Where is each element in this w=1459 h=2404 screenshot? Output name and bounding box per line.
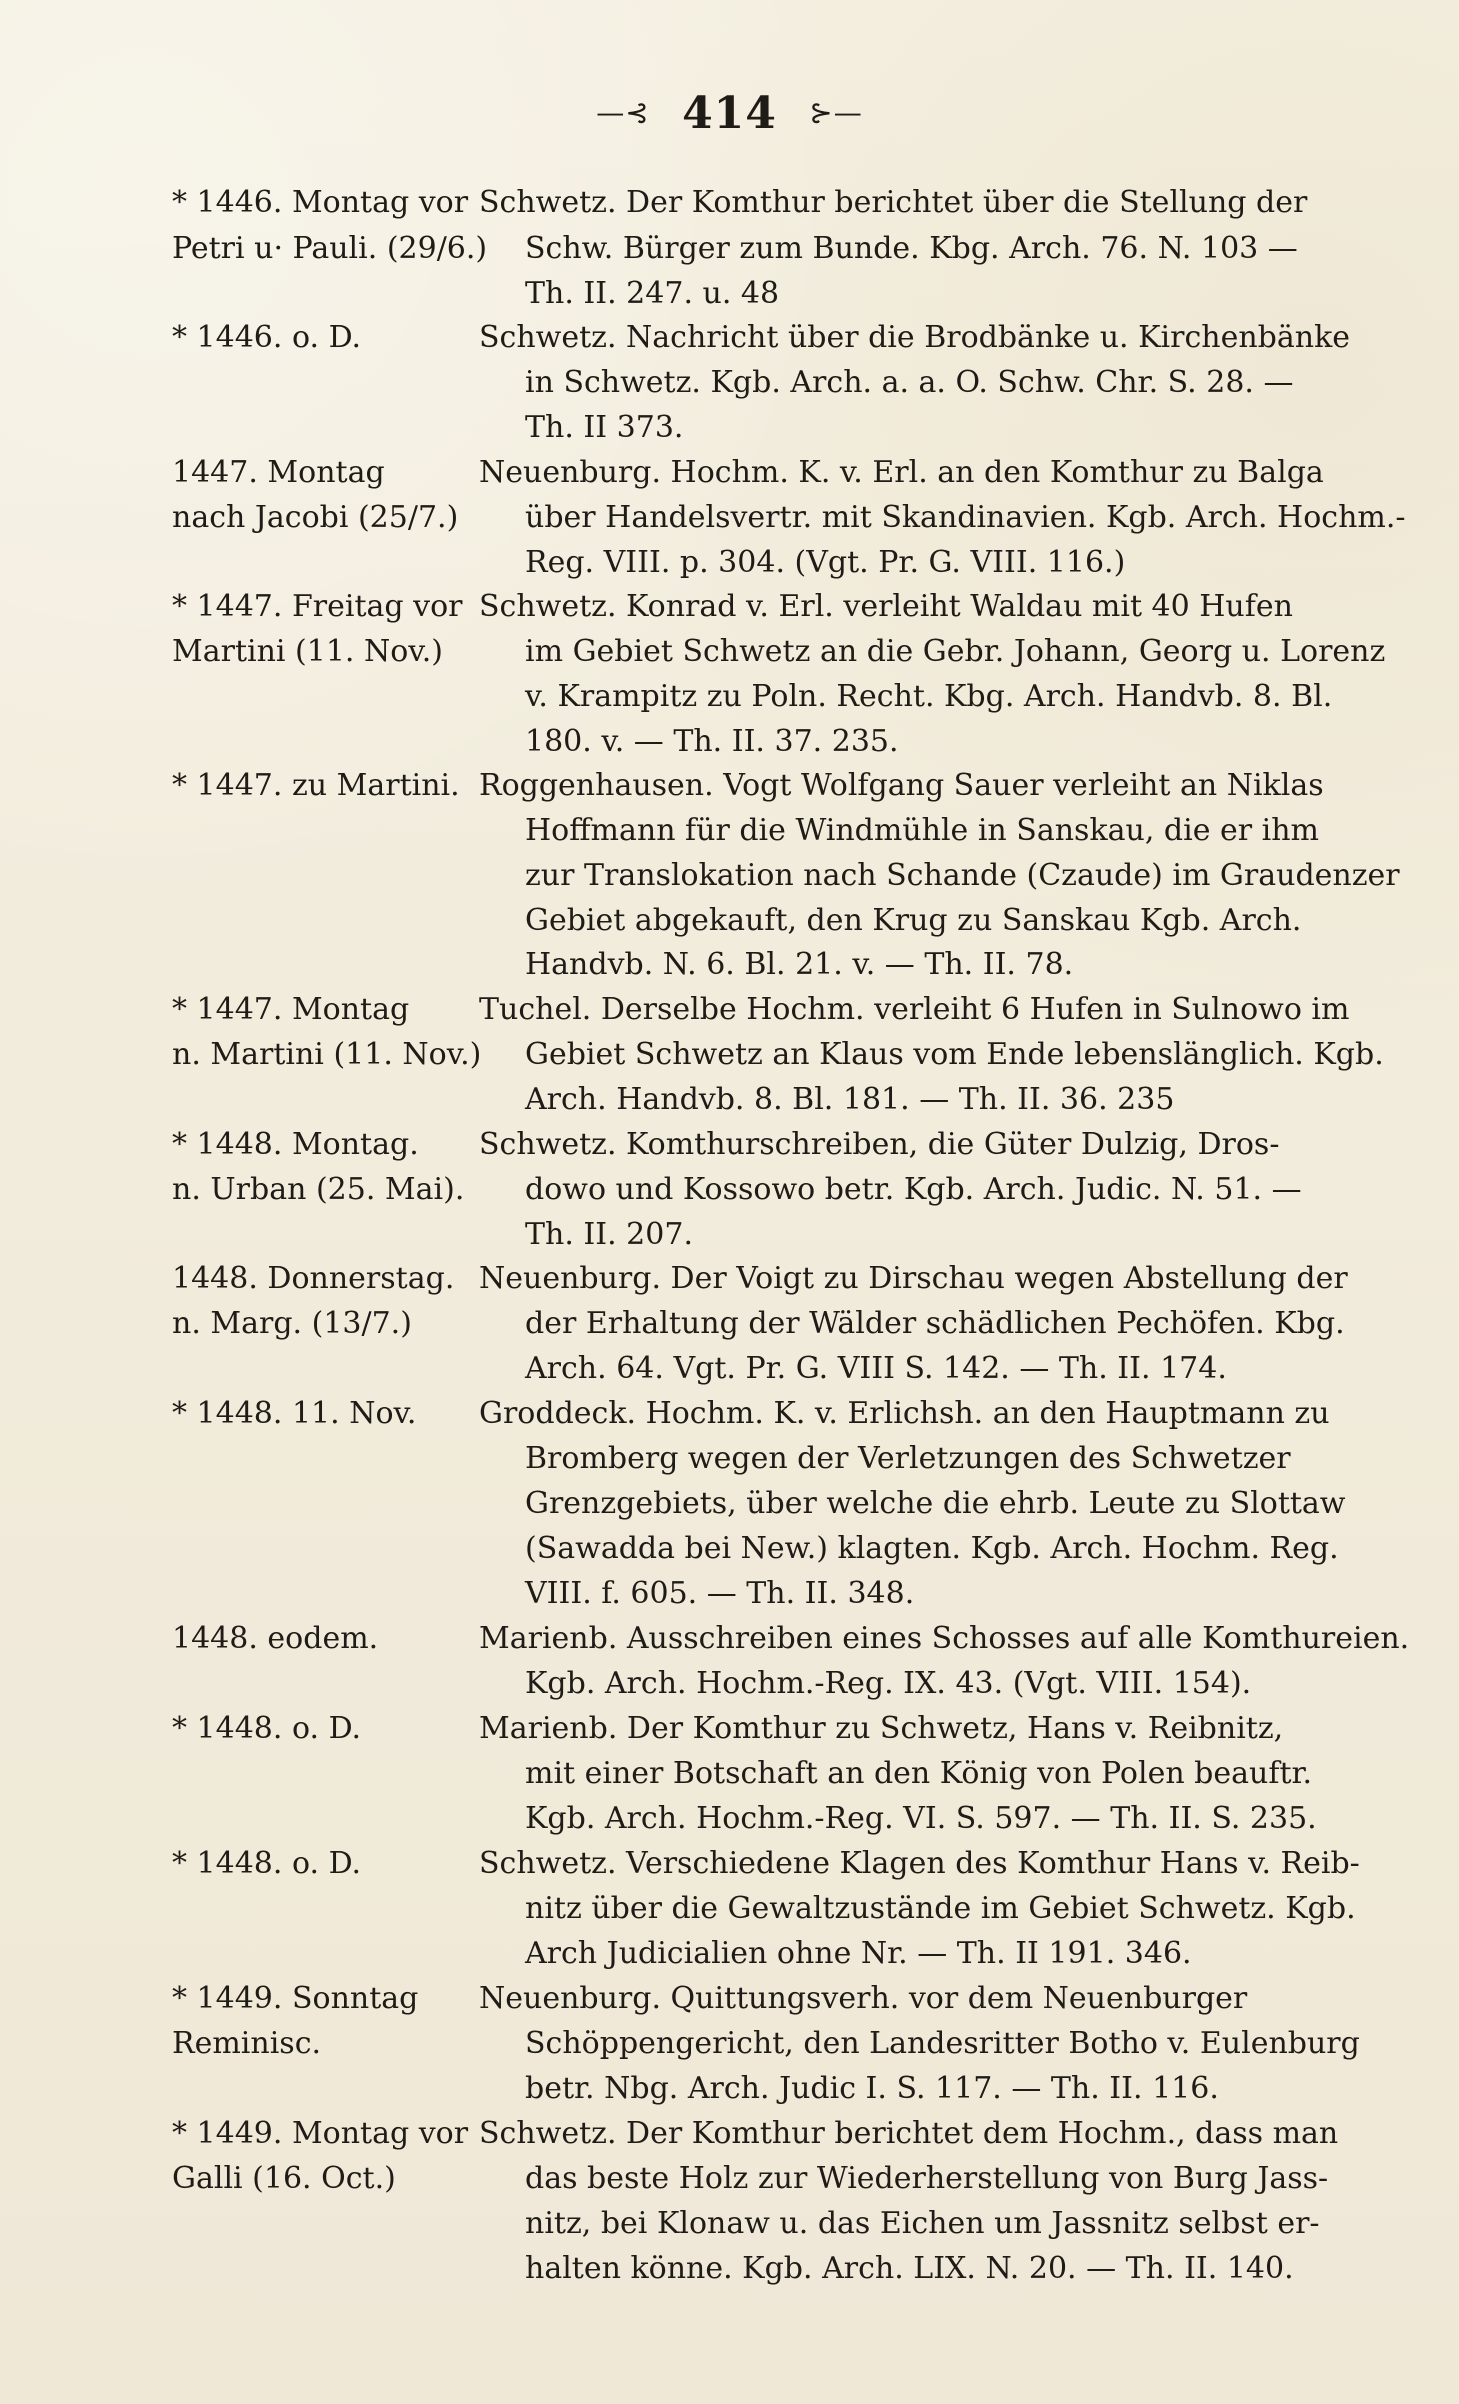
entry-date-line: * 1446. o. D. bbox=[172, 320, 362, 355]
entry-date-line: n. Urban (25. Mai). bbox=[172, 1172, 465, 1207]
entry-date-line: * 1447. Freitag vor bbox=[172, 589, 463, 624]
entry-text-line: Neuenburg. Hochm. K. v. Erl. an den Komthur zu Balga bbox=[479, 455, 1324, 490]
entry-text-line: Schw. Bürger zum Bunde. Kbg. Arch. 76. N. 103 — bbox=[525, 231, 1298, 266]
entry-date-line: * 1447. Montag bbox=[172, 992, 410, 1027]
entry-text-line: Tuchel. Derselbe Hochm. verleiht 6 Hufen in Sulnowo im bbox=[479, 992, 1350, 1027]
entry-text-line: Kgb. Arch. Hochm.-Reg. IX. 43. (Vgt. VIII. 154). bbox=[525, 1666, 1252, 1701]
header-right-ornament: ⊱— bbox=[809, 96, 863, 129]
entry-text-line: Groddeck. Hochm. K. v. Erlichsh. an den Hauptmann zu bbox=[479, 1396, 1330, 1431]
entry-text-line: Hoffmann für die Windmühle in Sanskau, die er ihm bbox=[525, 813, 1319, 848]
entry-date-line: n. Martini (11. Nov.) bbox=[172, 1037, 482, 1072]
entry-text-line: Th. II. 247. u. 48 bbox=[525, 276, 780, 311]
entry-date-line: 1447. Montag bbox=[172, 455, 385, 490]
entry-text-line: Schöppengericht, den Landesritter Botho v. Eulenburg bbox=[525, 2026, 1360, 2061]
entry-text-line: der Erhaltung der Wälder schädlichen Pechöfen. Kbg. bbox=[525, 1306, 1345, 1341]
entry-text-line: Arch. 64. Vgt. Pr. G. VIII S. 142. — Th. II. 174. bbox=[525, 1351, 1227, 1386]
entry-date-line: Petri u· Pauli. (29/6.) bbox=[172, 231, 488, 266]
entry-text-line: Schwetz. Verschiedene Klagen des Komthur Hans v. Reib- bbox=[479, 1846, 1360, 1881]
entry-text-line: im Gebiet Schwetz an die Gebr. Johann, Georg u. Lorenz bbox=[525, 634, 1386, 669]
page-header bbox=[0, 88, 1459, 139]
entry-text-line: nitz über die Gewaltzustände im Gebiet Schwetz. Kgb. bbox=[525, 1891, 1356, 1926]
entry-text-line: Bromberg wegen der Verletzungen des Schwetzer bbox=[525, 1441, 1291, 1476]
entry-text-line: Schwetz. Der Komthur berichtet über die Stellung der bbox=[479, 185, 1308, 220]
entry-date-line: 1448. Donnerstag. bbox=[172, 1261, 455, 1296]
entry-date-line: * 1448. o. D. bbox=[172, 1711, 362, 1746]
entry-date-line: * 1449. Montag vor bbox=[172, 2116, 469, 2151]
entry-text-line: über Handelsvertr. mit Skandinavien. Kgb. Arch. Hochm.- bbox=[525, 500, 1406, 535]
entry-date-line: n. Marg. (13/7.) bbox=[172, 1306, 412, 1341]
entry-text-line: Gebiet abgekauft, den Krug zu Sanskau Kgb. Arch. bbox=[525, 903, 1302, 938]
entry-text-line: das beste Holz zur Wiederherstellung von Burg Jass- bbox=[525, 2161, 1329, 2196]
entry-text-line: Neuenburg. Quittungsverh. vor dem Neuenburger bbox=[479, 1981, 1248, 2016]
entry-text-line: Kgb. Arch. Hochm.-Reg. VI. S. 597. — Th. II. S. 235. bbox=[525, 1801, 1317, 1836]
entry-date-line: Martini (11. Nov.) bbox=[172, 634, 443, 669]
entry-text-line: Schwetz. Konrad v. Erl. verleiht Waldau mit 40 Hufen bbox=[479, 589, 1293, 624]
entry-text-line: 180. v. — Th. II. 37. 235. bbox=[525, 724, 899, 759]
entry-text-line: in Schwetz. Kgb. Arch. a. a. O. Schw. Chr. S. 28. — bbox=[525, 365, 1294, 400]
entry-date-line: * 1447. zu Martini. bbox=[172, 768, 460, 803]
entry-text-line: Arch. Handvb. 8. Bl. 181. — Th. II. 36. 235 bbox=[525, 1082, 1175, 1117]
entry-date-line: * 1448. o. D. bbox=[172, 1846, 362, 1881]
entry-date-line: Galli (16. Oct.) bbox=[172, 2161, 396, 2196]
entry-text-line: Schwetz. Nachricht über die Brodbänke u. Kirchenbänke bbox=[479, 320, 1351, 355]
entry-text-line: VIII. f. 605. — Th. II. 348. bbox=[525, 1576, 915, 1611]
entry-text-line: Schwetz. Der Komthur berichtet dem Hochm., dass man bbox=[479, 2116, 1339, 2151]
entry-date-line: nach Jacobi (25/7.) bbox=[172, 500, 459, 535]
entry-text-line: Arch Judicialien ohne Nr. — Th. II 191. 346. bbox=[525, 1936, 1192, 1971]
entry-date-line: 1448. eodem. bbox=[172, 1621, 379, 1656]
entry-text-line: Marienb. Der Komthur zu Schwetz, Hans v. Reibnitz, bbox=[479, 1711, 1284, 1746]
entry-date-line: * 1446. Montag vor bbox=[172, 185, 469, 220]
entry-date-line: * 1448. 11. Nov. bbox=[172, 1396, 417, 1431]
entry-text-line: Marienb. Ausschreiben eines Schosses auf alle Komthureien. bbox=[479, 1621, 1410, 1656]
entry-date-line: * 1448. Montag. bbox=[172, 1127, 419, 1162]
page-number: 414 bbox=[682, 88, 777, 139]
entry-text-line: halten könne. Kgb. Arch. LIX. N. 20. — Th. II. 140. bbox=[525, 2251, 1294, 2286]
entry-date-line: * 1449. Sonntag bbox=[172, 1981, 419, 2016]
entry-text-line: Handvb. N. 6. Bl. 21. v. — Th. II. 78. bbox=[525, 947, 1074, 982]
entry-text-line: (Sawadda bei New.) klagten. Kgb. Arch. Hochm. Reg. bbox=[525, 1531, 1339, 1566]
header-left-ornament: —⊰ bbox=[596, 96, 650, 129]
entry-date-line: Reminisc. bbox=[172, 2026, 322, 2061]
entry-text-line: zur Translokation nach Schande (Czaude) im Graudenzer bbox=[525, 858, 1400, 893]
entry-text-line: betr. Nbg. Arch. Judic I. S. 117. — Th. II. 116. bbox=[525, 2071, 1219, 2106]
entry-text-line: dowo und Kossowo betr. Kgb. Arch. Judic. N. 51. — bbox=[525, 1172, 1302, 1207]
entry-text-line: Reg. VIII. p. 304. (Vgt. Pr. G. VIII. 116.) bbox=[525, 545, 1126, 580]
entry-text-line: Schwetz. Komthurschreiben, die Güter Dulzig, Dros- bbox=[479, 1127, 1280, 1162]
entry-text-line: Roggenhausen. Vogt Wolfgang Sauer verleiht an Niklas bbox=[479, 768, 1324, 803]
entry-text-line: Th. II 373. bbox=[525, 410, 684, 445]
entry-text-line: Gebiet Schwetz an Klaus vom Ende lebenslänglich. Kgb. bbox=[525, 1037, 1384, 1072]
entry-text-line: mit einer Botschaft an den König von Polen beauftr. bbox=[525, 1756, 1313, 1791]
entry-text-line: Neuenburg. Der Voigt zu Dirschau wegen Abstellung der bbox=[479, 1261, 1348, 1296]
entry-text-line: v. Krampitz zu Poln. Recht. Kbg. Arch. Handvb. 8. Bl. bbox=[525, 679, 1333, 714]
entry-text-line: Th. II. 207. bbox=[525, 1217, 693, 1252]
entry-text-line: Grenzgebiets, über welche die ehrb. Leute zu Slottaw bbox=[525, 1486, 1346, 1521]
entry-text-line: nitz, bei Klonaw u. das Eichen um Jassnitz selbst er- bbox=[525, 2206, 1320, 2241]
